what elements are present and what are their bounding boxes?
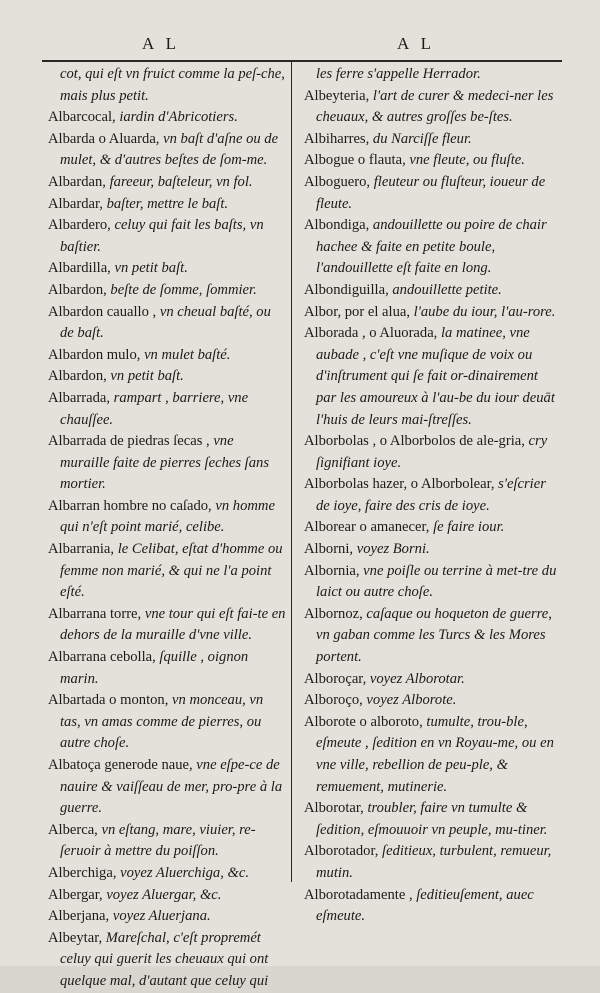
entry-definition: cry ſignifiant ioye. [316, 433, 548, 471]
dictionary-entry [48, 906, 286, 928]
entry-definition: ſquille , oignon marin. [60, 649, 249, 687]
dictionary-entry [304, 517, 560, 539]
entry-headword: Albardar, [48, 195, 103, 212]
entry-headword: Alborote o alboroto, [304, 713, 423, 730]
entry-headword: Alboroço, [304, 692, 363, 709]
entry-headword: Albeytar, [48, 929, 103, 946]
entry-definition: vne tour qui eſt fai-te en dehors de la muraille d'vne ville. [60, 605, 286, 644]
dictionary-entry [48, 690, 286, 755]
entry-headword: Albartada o monton, [48, 692, 169, 709]
entry-definition: rampart , barriere, vne chauſſee. [60, 389, 249, 428]
dictionary-entry [48, 928, 286, 993]
dictionary-entry [48, 172, 286, 194]
entry-definition: tumulte, trou-ble, eſmeute , ſedition en vn Royau-me, ou en vne ville, rebellion de peu-ple, & remuement, mutinerie. [316, 713, 554, 795]
entry-headword: Albarcocal, [48, 109, 116, 126]
dictionary-entry [304, 64, 560, 86]
dictionary-entry [48, 431, 286, 496]
dictionary-entry [304, 885, 560, 928]
column-divider [291, 62, 292, 882]
entry-headword: Albarrana torre, [48, 605, 142, 622]
entry-definition: vne poiſle ou terrine à met-tre du laict ou autre choſe. [316, 562, 557, 601]
entry-headword: Albornoz, [304, 605, 363, 622]
entry-headword: Alborotar, [304, 800, 364, 817]
entry-definition: voyez Alborotar. [366, 670, 465, 687]
entry-definition: vn eſtang, mare, viuier, re-ſeruoir à mettre du poiſſon. [60, 821, 256, 860]
entry-headword: Albatoça generode naue, [48, 757, 193, 773]
entry-headword: Alboroçar, [304, 670, 367, 687]
entry-headword: Albarrania, [48, 541, 115, 558]
dictionary-entry [48, 604, 286, 647]
entry-definition: voyez Aluerchiga, &c. [116, 864, 250, 881]
entry-definition: vn homme qui n'eſt point marié, celibe. [60, 497, 275, 536]
dictionary-entry [304, 172, 560, 215]
dictionary-entry [304, 841, 560, 884]
entry-headword: Alberca, [48, 821, 98, 838]
entry-definition: fleuteur ou fluſteur, ioueur de fleute. [316, 173, 546, 212]
entry-headword: Alborotadamente , [304, 886, 413, 903]
running-header [42, 30, 562, 62]
entry-headword: Albardan, [48, 173, 106, 190]
entry-definition: baſter, mettre le baſt. [102, 195, 229, 212]
entry-headword: Albogue o flauta, [304, 152, 406, 169]
dictionary-entry [304, 690, 560, 712]
entry-definition: la matinee, vne aubade , c'eſt vne muſique de voix ou d'inſtrument qui ſe fait or-dinairement par les amoureux à l'au-be du iour deuāt l'huis de leurs mai-ſtreſſes. [316, 325, 555, 428]
entry-headword: Albarrada de piedras ſecas , [48, 433, 210, 450]
entry-definition: beſte de ſomme, ſommier. [106, 281, 257, 298]
entry-definition: vn petit baſt. [110, 260, 188, 277]
entry-definition: troubler, faire vn tumulte & ſedition, eſmouuoir vn peuple, mu-tiner. [316, 800, 548, 838]
entry-headword: Alborotador, [304, 843, 379, 860]
dictionary-entry [304, 129, 560, 151]
dictionary-entry [48, 863, 286, 885]
entry-definition: les ferre s'appelle Herrador. [316, 66, 481, 82]
entry-headword: Albornia, [304, 562, 360, 579]
entry-definition: vn petit baſt. [106, 368, 184, 385]
dictionary-entry [304, 798, 560, 841]
dictionary-entry [304, 150, 560, 172]
entry-definition: voyez Borni. [353, 541, 430, 558]
entry-definition: l'art de curer & medeci-ner les cheuaux, & autres groſſes be-ſtes. [316, 87, 554, 126]
entry-definition: vn baſt d'aſne ou de mulet, & d'autres beſtes de ſom-me. [60, 130, 279, 169]
left-running-head: A L [142, 34, 180, 53]
entry-headword: Alberchiga, [48, 864, 117, 881]
dictionary-entry [304, 539, 560, 561]
entry-definition: voyez Aluergar, &c. [102, 886, 222, 903]
dictionary-entry [48, 194, 286, 216]
entry-definition: Mareſchal, c'eſt propremét celuy qui guerit les cheuaux qui ont quelque mal, d'autant que celuy qui [60, 929, 269, 989]
entry-headword: Albarran hombre no caſado, [48, 497, 212, 514]
dictionary-entry [304, 712, 560, 798]
dictionary-entry [304, 474, 560, 517]
dictionary-entry [48, 388, 286, 431]
entry-headword: Albarrana cebolla, [48, 649, 156, 666]
entry-definition: vne muraille faite de pierres ſeches ſans mortier. [60, 433, 270, 493]
entry-headword: Alborear o amanecer, [304, 519, 430, 536]
entry-headword: Albarda o Aluarda, [48, 130, 160, 147]
entry-definition: caſaque ou hoqueton de guerre, vn gaban comme les Turcs & les Mores portent. [316, 605, 552, 666]
dictionary-entry [48, 345, 286, 367]
entry-definition: cot, qui eſt vn fruict comme la peſ-che, mais plus petit. [60, 66, 285, 104]
dictionary-entry [48, 280, 286, 302]
dictionary-entry [48, 302, 286, 345]
entry-headword: Alborbolas hazer, o Alborbolear, [304, 476, 495, 493]
dictionary-entry [304, 323, 560, 431]
entry-headword: Albardon, [48, 281, 107, 298]
entry-definition: vne eſpe-ce de nauire & vaiſſeau de mer, pro-pre à la guerre. [60, 757, 283, 817]
dictionary-entry [48, 539, 286, 604]
entry-definition: voyez Alborote. [362, 692, 457, 709]
dictionary-entry [48, 755, 286, 820]
dictionary-entry [48, 258, 286, 280]
dictionary-entry [304, 280, 560, 302]
entry-headword: Albiharres, [304, 130, 370, 147]
entry-definition: ſeditieux, turbulent, remueur, mutin. [316, 843, 552, 881]
dictionary-entry [48, 215, 286, 258]
entry-definition: ſe faire iour. [429, 519, 505, 536]
entry-headword: Alberjana, [48, 908, 110, 925]
entry-definition: vn monceau, vn tas, vn amas comme de pierres, ou autre choſe. [60, 692, 264, 752]
entry-headword: Albardero, [48, 217, 111, 234]
right-running-head: A L [397, 34, 435, 53]
left-column [48, 64, 286, 993]
entry-definition: andouillette ou poire de chair hachee & faite en petite boule, l'andouillette eſt faite en long. [316, 217, 547, 277]
entry-definition: fareeur, baſteleur, vn fol. [105, 173, 253, 190]
entry-definition: ſeditieuſement, auec eſmeute. [316, 886, 534, 925]
dictionary-entry [48, 129, 286, 172]
entry-headword: Albondiga, [304, 217, 370, 234]
entry-headword: Albeyteria, [304, 87, 370, 104]
entry-headword: Albardon cauallo , [48, 303, 157, 320]
entry-definition: voyez Aluerjana. [109, 908, 211, 925]
entry-headword: Albergar, [48, 886, 103, 903]
entry-definition: l'aube du iour, l'au-rore. [410, 303, 556, 320]
entry-headword: Alborada , o Aluorada, [304, 325, 438, 342]
entry-definition: andouillette petite. [388, 281, 502, 298]
dictionary-entry [304, 561, 560, 604]
dictionary-entry [48, 107, 286, 129]
entry-headword: Albardon mulo, [48, 346, 141, 363]
dictionary-entry [48, 64, 286, 107]
dictionary-entry [304, 669, 560, 691]
entry-definition: celuy qui fait les baſts, vn baſtier. [60, 217, 264, 255]
entry-definition: vne fleute, ou fluſte. [405, 152, 525, 169]
entry-definition: le Celibat, eſtat d'homme ou femme non marié, & qui ne l'a point eſté. [60, 541, 283, 601]
right-column [304, 64, 560, 928]
entry-headword: Albardon, [48, 368, 107, 385]
dictionary-entry [304, 215, 560, 280]
entry-headword: Alboguero, [304, 173, 371, 190]
entry-headword: Albarrada, [48, 389, 110, 406]
dictionary-entry [304, 431, 560, 474]
entry-headword: Alborbolas , o Alborbolos de ale-gria, [304, 433, 525, 450]
dictionary-entry [48, 820, 286, 863]
dictionary-entry [304, 604, 560, 669]
dictionary-entry [48, 496, 286, 539]
entry-definition: vn cheual baſté, ou de baſt. [60, 303, 271, 342]
entry-definition: s'eſcrier de ioye, faire des cris de ioye. [316, 476, 546, 514]
entry-definition: iardin d'Abricotiers. [115, 109, 238, 126]
dictionary-entry [48, 885, 286, 907]
entry-headword: Albor, por el alua, [304, 303, 410, 320]
dictionary-entry [304, 86, 560, 129]
entry-definition: du Narciſſe fleur. [369, 130, 472, 147]
dictionary-entry [48, 366, 286, 388]
dictionary-entry [304, 302, 560, 324]
entry-headword: Albondiguilla, [304, 281, 389, 298]
entry-headword: Alborni, [304, 541, 354, 558]
dictionary-entry [48, 647, 286, 690]
entry-definition: vn mulet baſté. [140, 346, 231, 363]
entry-headword: Albardilla, [48, 260, 111, 277]
